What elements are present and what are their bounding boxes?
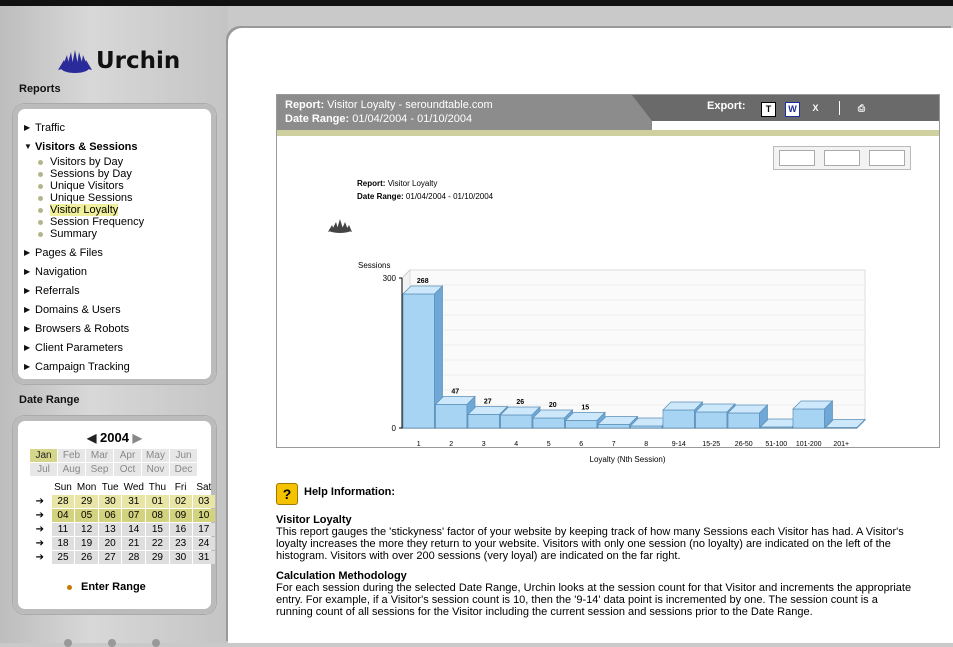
chart-report-label: Report: <box>357 179 386 188</box>
calendar-day[interactable]: 07 <box>122 509 145 522</box>
month-grid <box>29 448 198 477</box>
select-week-arrow-icon[interactable]: ➔ <box>29 509 51 522</box>
month-jun[interactable]: Jun <box>170 449 197 462</box>
prev-year-icon[interactable]: ◀ <box>87 431 97 445</box>
week-select-header <box>29 481 51 494</box>
sub-item-label: Visitor Loyalty <box>50 204 119 216</box>
weekday-header: Wed <box>123 482 144 493</box>
expanded-arrow-icon: ▼ <box>24 142 32 151</box>
date-range-panel <box>13 416 216 614</box>
collapsed-arrow-icon: ▶ <box>24 343 31 352</box>
bar-data-label: 47 <box>451 388 460 396</box>
export-label: Export: <box>707 100 746 112</box>
nav-item-pages-files[interactable] <box>24 243 209 262</box>
month-nov[interactable]: Nov <box>142 463 169 476</box>
nav-item-domains-users[interactable] <box>24 300 209 319</box>
nav-item-label: Visitors & Sessions <box>35 140 138 153</box>
calendar-day[interactable]: 08 <box>146 509 168 522</box>
bar-data-label: 15 <box>581 404 590 412</box>
x-tick-label: 15-25 <box>702 441 721 448</box>
export-word-button[interactable]: W <box>785 102 800 117</box>
reports-nav <box>24 118 209 376</box>
calendar-day[interactable]: 18 <box>52 537 75 550</box>
calendar-day[interactable]: 16 <box>170 523 192 536</box>
calendar-day[interactable]: 28 <box>122 551 145 564</box>
y-axis-label: Sessions <box>358 261 391 270</box>
help-title: Help Information: <box>304 486 396 498</box>
nav-item-label: Client Parameters <box>35 341 124 354</box>
bar <box>436 405 468 429</box>
sub-item-label: Session Frequency <box>50 216 145 228</box>
calendar-day[interactable]: 28 <box>52 495 75 508</box>
calendar-day[interactable]: 03 <box>193 495 215 508</box>
bullet-icon <box>38 232 43 237</box>
bullet-icon <box>38 208 43 213</box>
bullet-icon <box>38 196 43 201</box>
x-tick-label: 6 <box>579 441 584 448</box>
report-value: Visitor Loyalty - seroundtable.com <box>327 99 493 111</box>
sub-item-label: Unique Visitors <box>50 180 124 192</box>
calendar-day[interactable]: 27 <box>99 551 121 564</box>
nav-item-visitors-sessions[interactable] <box>24 137 209 156</box>
sub-item-visitors-by-day[interactable] <box>24 156 209 168</box>
calendar-day[interactable]: 26 <box>75 551 98 564</box>
reports-title: Reports <box>19 83 61 95</box>
decorative-dot <box>108 639 116 647</box>
bullet-icon <box>38 184 43 189</box>
month-aug[interactable]: Aug <box>58 463 85 476</box>
nav-item-label: Traffic <box>35 121 65 134</box>
x-tick-label: 4 <box>514 441 519 448</box>
report-label: Report: <box>285 99 325 111</box>
bullet-icon <box>67 585 72 590</box>
select-week-arrow-icon[interactable]: ➔ <box>29 523 51 536</box>
bar <box>533 418 565 428</box>
collapsed-arrow-icon: ▶ <box>24 248 31 257</box>
decorative-dot <box>64 639 72 647</box>
nav-item-label: Campaign Tracking <box>35 360 130 373</box>
calendar-day[interactable]: 21 <box>122 537 145 550</box>
print-icon[interactable]: ⎙ <box>857 103 866 113</box>
urchin-spiky-icon <box>56 50 94 72</box>
calendar-day[interactable]: 05 <box>75 509 98 522</box>
month-jul[interactable]: Jul <box>30 463 57 476</box>
month-may[interactable]: May <box>142 449 169 462</box>
select-week-arrow-icon[interactable]: ➔ <box>29 495 51 508</box>
calendar-day[interactable]: 30 <box>99 495 121 508</box>
sub-item-label: Sessions by Day <box>50 168 132 180</box>
x-tick-label: 9-14 <box>671 441 686 448</box>
calendar-day[interactable]: 12 <box>75 523 98 536</box>
date-range-title: Date Range <box>19 394 80 406</box>
y-tick-label: 0 <box>391 424 396 433</box>
sub-item-label: Visitors by Day <box>50 156 124 168</box>
export-text-button[interactable]: T <box>761 102 776 117</box>
bar <box>501 415 533 428</box>
sub-item-label: Unique Sessions <box>50 192 133 204</box>
weekday-header: Mon <box>76 482 97 493</box>
help-text-method: For each session during the selected Date Range, Urchin looks at the session count for that Visitor and increments the appropriate entry. For example, if a Visitor's session count is 10, then the '9-14' data point is incremented by one. The session count is a running count of all sessions for the Visitor including the current session and sessions prior to the Date Range. <box>276 582 912 618</box>
calendar-day[interactable]: 15 <box>146 523 168 536</box>
calendar-day[interactable]: 29 <box>75 495 98 508</box>
nav-item-referrals[interactable] <box>24 281 209 300</box>
x-tick-label: 7 <box>611 441 616 448</box>
nav-item-campaign-tracking[interactable] <box>24 357 209 376</box>
calendar-day[interactable]: 02 <box>170 495 192 508</box>
calendar-day[interactable]: 10 <box>193 509 215 522</box>
month-apr[interactable]: Apr <box>114 449 141 462</box>
calendar-day[interactable]: 24 <box>193 537 215 550</box>
x-tick-label: 51-100 <box>765 441 788 448</box>
bullet-icon <box>38 160 43 165</box>
month-oct[interactable]: Oct <box>114 463 141 476</box>
calendar-day[interactable]: 11 <box>52 523 75 536</box>
bar-data-label: 268 <box>416 278 429 285</box>
calendar-day[interactable]: 04 <box>52 509 75 522</box>
urchin-logo[interactable] <box>56 46 180 76</box>
calendar-day[interactable]: 01 <box>146 495 168 508</box>
enter-range-button[interactable] <box>67 581 146 593</box>
sub-item-sessions-by-day[interactable] <box>24 168 209 180</box>
help-text-loyalty: This report gauges the 'stickyness' factor of your website by keeping track of how many Sessions each Visitor has had. A Visitor's loyalty increases the more they return to your website. Visitors with only one session (no loyalty) are indicated on the left of the histogram. Visitors with over 200 sessions (very loyal) are indicated on the far right. <box>276 526 904 562</box>
help-heading-method: Calculation Methodology <box>276 570 407 582</box>
nav-item-traffic[interactable] <box>24 118 209 137</box>
nav-item-label: Domains & Users <box>35 303 121 316</box>
bullet-icon <box>38 220 43 225</box>
x-tick-label: 201+ <box>833 441 850 448</box>
bar <box>728 413 760 428</box>
bar <box>663 410 695 428</box>
collapsed-arrow-icon: ▶ <box>24 267 31 276</box>
sub-item-label: Summary <box>50 228 98 240</box>
decorative-dot <box>152 639 160 647</box>
next-year-icon[interactable]: ▶ <box>132 431 142 445</box>
sidebar <box>0 6 228 643</box>
x-axis-label: Loyalty (Nth Session) <box>589 455 666 464</box>
month-dec[interactable]: Dec <box>170 463 197 476</box>
month-feb[interactable]: Feb <box>58 449 85 462</box>
x-tick-label: 26-50 <box>734 441 753 448</box>
x-tick-label: 8 <box>644 441 649 448</box>
chart-range-label: Date Range: <box>357 192 404 201</box>
export-excel-button[interactable]: X <box>812 103 819 113</box>
calendar-day[interactable]: 23 <box>170 537 192 550</box>
weekday-header: Sat <box>196 482 212 493</box>
day-grid <box>28 480 216 565</box>
calendar-day[interactable]: 25 <box>52 551 75 564</box>
weekday-header: Sun <box>54 482 72 493</box>
bar-data-label: 27 <box>483 398 492 406</box>
bar <box>696 412 728 428</box>
bar <box>403 294 435 428</box>
bar <box>566 421 598 429</box>
x-tick-label: 5 <box>546 441 551 448</box>
nav-item-navigation[interactable] <box>24 262 209 281</box>
nav-item-label: Referrals <box>35 284 80 297</box>
calendar-day[interactable]: 20 <box>99 537 121 550</box>
collapsed-arrow-icon: ▶ <box>24 305 31 314</box>
x-tick-label: 3 <box>481 441 486 448</box>
month-mar[interactable]: Mar <box>86 449 113 462</box>
x-tick-label: 101-200 <box>795 441 822 448</box>
x-tick-label: 2 <box>449 441 454 448</box>
select-week-arrow-icon[interactable]: ➔ <box>29 537 51 550</box>
reports-nav-panel <box>13 104 216 384</box>
collapsed-arrow-icon: ▶ <box>24 286 31 295</box>
calendar-day[interactable]: 31 <box>122 495 145 508</box>
calendar-day[interactable]: 17 <box>193 523 215 536</box>
main-content <box>228 28 953 643</box>
sub-item-visitor-loyalty[interactable] <box>24 204 209 216</box>
weekday-header: Fri <box>174 482 187 493</box>
weekday-header: Tue <box>101 482 119 493</box>
calendar-day[interactable]: 30 <box>170 551 192 564</box>
enter-range-label: Enter Range <box>81 581 146 593</box>
calendar-day[interactable]: 31 <box>193 551 215 564</box>
year-selector <box>13 430 216 445</box>
weekday-header: Thu <box>148 482 167 493</box>
month-sep[interactable]: Sep <box>86 463 113 476</box>
calendar-day[interactable]: 14 <box>122 523 145 536</box>
nav-item-label: Navigation <box>35 265 87 278</box>
chart-report-value: Visitor Loyalty <box>387 179 438 188</box>
visitor-loyalty-chart <box>277 95 939 464</box>
nav-item-browsers-robots[interactable] <box>24 319 209 338</box>
collapsed-arrow-icon: ▶ <box>24 123 31 132</box>
year-label: 2004 <box>100 430 129 445</box>
calendar-day[interactable]: 19 <box>75 537 98 550</box>
brand-name: Urchin <box>96 48 181 74</box>
help-heading-loyalty: Visitor Loyalty <box>276 514 352 526</box>
x-tick-label: 1 <box>416 441 421 448</box>
nav-item-label: Browsers & Robots <box>35 322 130 335</box>
collapsed-arrow-icon: ▶ <box>24 362 31 371</box>
bar-data-label: 26 <box>516 399 525 406</box>
range-label: Date Range: <box>285 113 350 125</box>
bullet-icon <box>38 172 43 177</box>
bar-data-label: 20 <box>548 402 557 409</box>
calendar-day[interactable]: 22 <box>146 537 168 550</box>
range-value: 01/04/2004 - 01/10/2004 <box>352 113 473 125</box>
chart-range-value: 01/04/2004 - 01/10/2004 <box>405 192 494 201</box>
nav-item-client-parameters[interactable] <box>24 338 209 357</box>
collapsed-arrow-icon: ▶ <box>24 324 31 333</box>
bar <box>468 415 500 429</box>
report-panel <box>276 94 940 464</box>
bar <box>793 409 825 428</box>
select-week-arrow-icon[interactable]: ➔ <box>29 551 51 564</box>
calendar-day[interactable]: 29 <box>146 551 168 564</box>
help-icon: ? <box>276 483 298 505</box>
calendar-day[interactable]: 09 <box>170 509 192 522</box>
y-tick-label: 300 <box>382 274 396 283</box>
sub-item-unique-sessions[interactable] <box>24 192 209 204</box>
month-jan[interactable]: Jan <box>30 449 57 462</box>
sub-item-session-frequency[interactable] <box>24 216 209 228</box>
bar <box>598 425 630 429</box>
calendar-day[interactable]: 06 <box>99 509 121 522</box>
sub-item-unique-visitors[interactable] <box>24 180 209 192</box>
sub-item-summary[interactable] <box>24 228 209 240</box>
nav-item-label: Pages & Files <box>35 246 103 259</box>
calendar-day[interactable]: 13 <box>99 523 121 536</box>
